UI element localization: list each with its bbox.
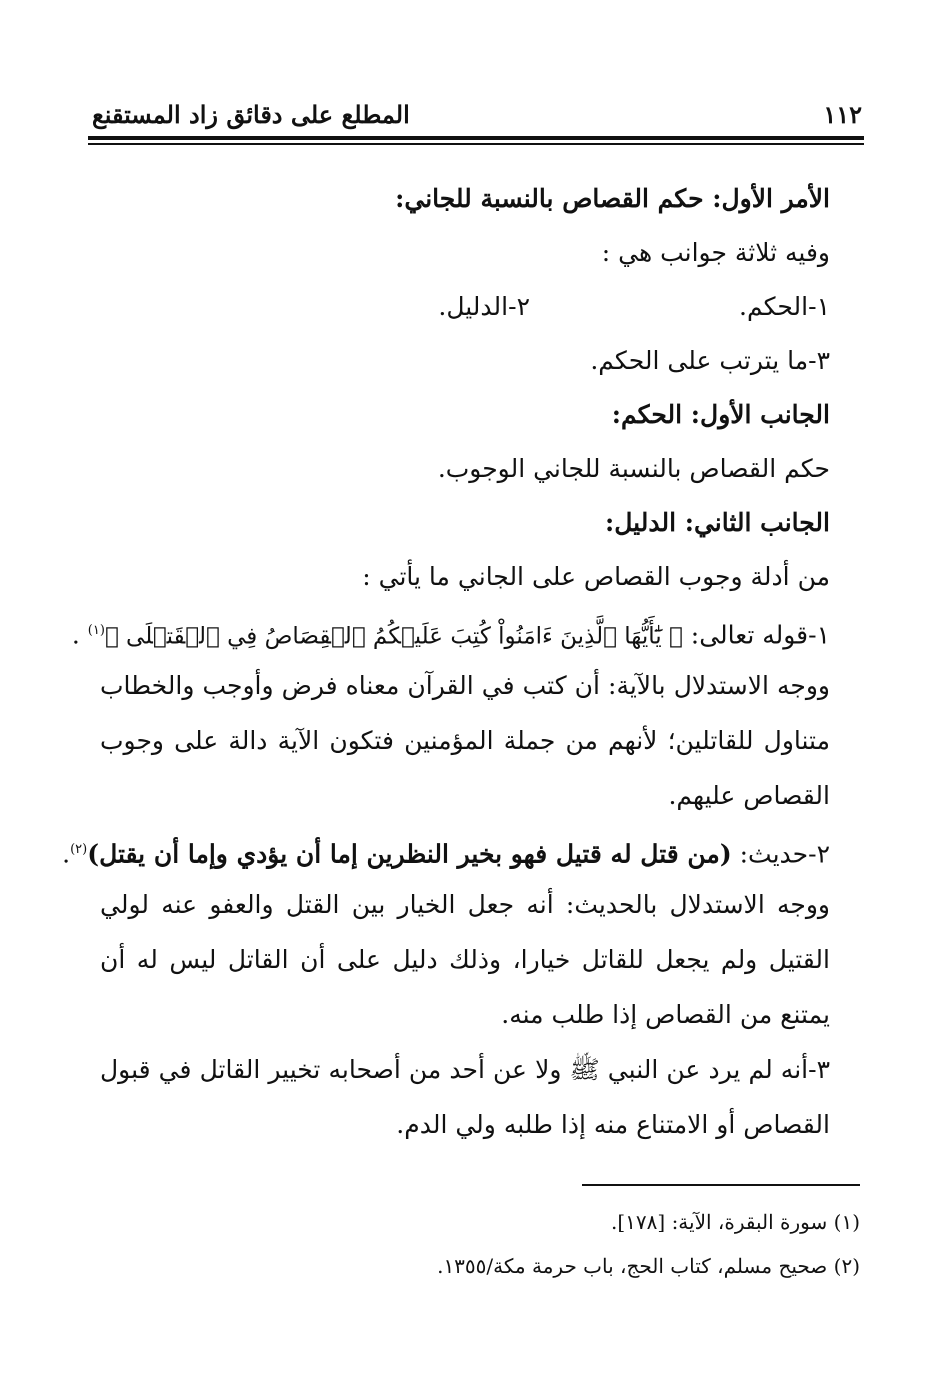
evidence-2 [62,823,830,877]
evidence-intro: من أدلة وجوب القصاص على الجاني ما يأتي : [362,562,830,591]
footnote-1: (١) سورة البقرة، الآية: [١٧٨]. [611,1210,860,1234]
evidence-3: ٣-أنه لم يرد عن النبي ﷺ ولا عن أحد من أصحابه تخيير القاتل في قبول القصاص أو الامتناع منه إذا طلبه ولي الدم. [100,1055,830,1139]
quran-verse: ﴿ يَٰٓأَيُّهَا ٱلَّذِينَ ءَامَنُواْ كُتِبَ عَلَيۡكُمُ ٱلۡقِصَاصُ فِي ٱلۡقَتۡلَى ﴾ [104,623,683,650]
evidence2-explanation: ووجه الاستدلال بالحديث: أنه جعل الخيار بين القتل والعفو عنه لولي القتيل ولم يجعل للقاتل خيارا، وذلك دليل على أن القاتل ليس له أن يمتنع من القصاص إذا طلب منه. [100,890,830,1029]
aspect-1: ١-الحكم. [739,292,830,321]
evidence1-prefix: ١-قوله تعالى: [690,620,830,650]
aspect1-heading: الجانب الأول: الحكم: [611,400,830,429]
footnote-ref-1: (١) [87,623,105,638]
hadith-text: (من قتل له قتيل فهو بخير النظرين إما أن يؤدي وإما أن يقتل) [87,839,732,869]
aspect2-heading: الجانب الثاني: الدليل: [605,508,830,537]
evidence-1 [71,604,830,658]
header-rule-thin [88,143,864,145]
header-rule-thick [88,136,864,140]
aspects-row [100,280,830,334]
evidence1-end: . [71,620,88,650]
section-heading: الأمر الأول: حكم القصاص بالنسبة للجاني: [395,184,830,213]
page-header [92,96,862,132]
footnotes [90,1200,860,1288]
footnote-ref-2: (٢) [70,842,88,857]
page-number: ١١٢ [823,99,862,129]
running-title: المطلع على دقائق زاد المستقنع [92,99,410,129]
evidence2-prefix: ٢-حديث: [731,839,830,869]
evidence2-end: . [62,839,71,869]
ruling-text: حكم القصاص بالنسبة للجاني الوجوب. [437,454,830,483]
page-body [62,172,830,1152]
footnote-2: (٢) صحيح مسلم، كتاب الحج، باب حرمة مكة/١٣٥٥. [437,1254,860,1278]
footnote-rule [582,1184,860,1186]
aspect-3: ٣-ما يترتب على الحكم. [590,346,830,375]
aspect-2: ٢-الدليل. [438,292,530,321]
evidence1-explanation: ووجه الاستدلال بالآية: أن كتب في القرآن معناه فرض وأوجب والخطاب متناول للقاتلين؛ لأنهم من جملة المؤمنين فتكون الآية دالة على وجوب القصاص عليهم. [100,671,830,810]
intro-text: وفيه ثلاثة جوانب هي : [601,238,830,267]
